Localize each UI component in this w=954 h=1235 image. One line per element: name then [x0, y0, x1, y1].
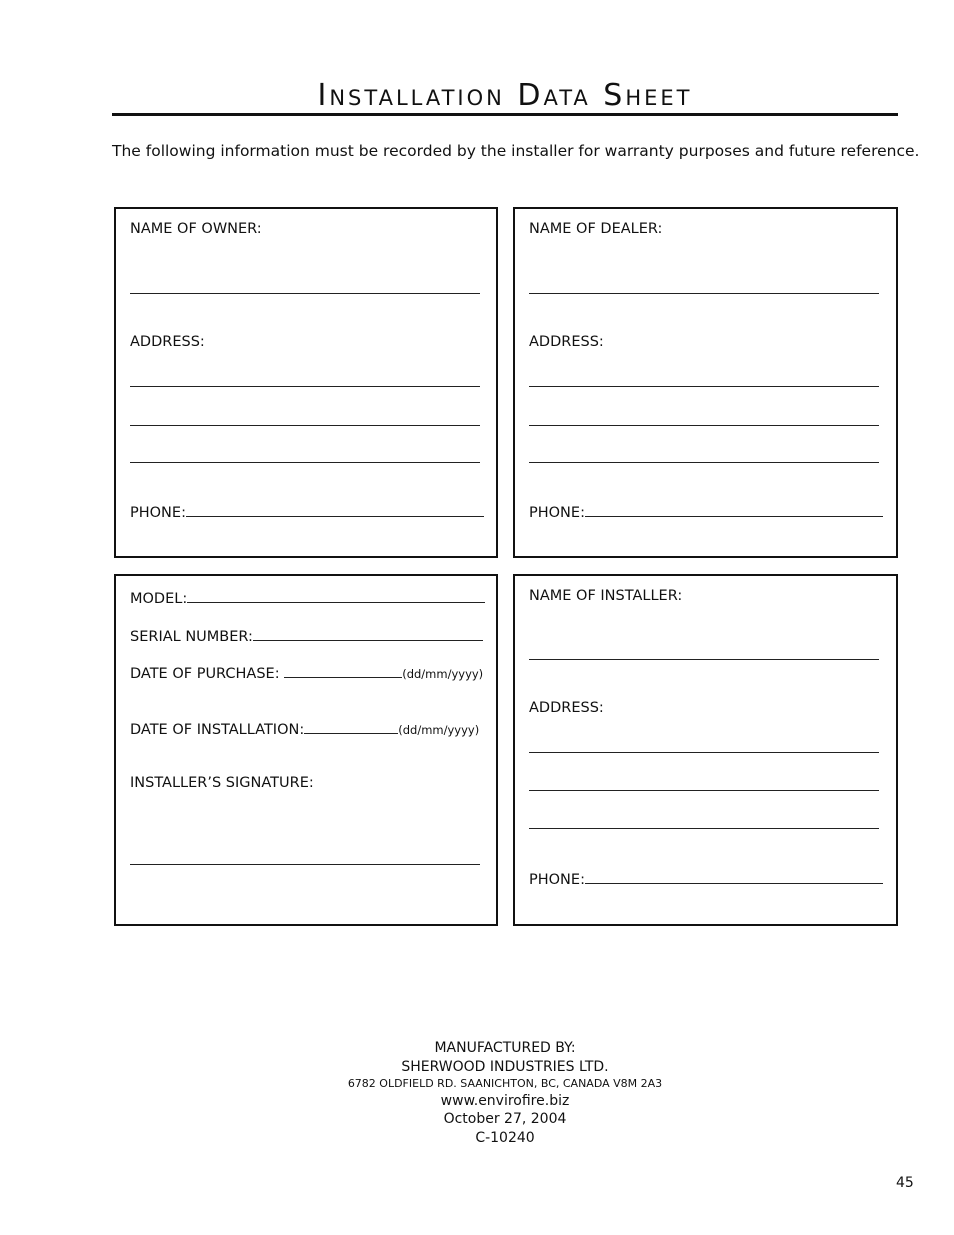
model-row	[130, 588, 485, 607]
installer-address-line-3[interactable]	[529, 828, 879, 829]
dealer-address-label: ADDRESS:	[529, 334, 604, 350]
dealer-phone-field[interactable]	[585, 502, 883, 517]
footer-code: C-10240	[475, 1130, 535, 1146]
footer-company: SHERWOOD INDUSTRIES LTD.	[401, 1059, 609, 1075]
purchase-label: DATE OF PURCHASE:	[130, 666, 285, 682]
model-label: MODEL:	[130, 591, 188, 607]
purchase-date-field[interactable]	[284, 663, 402, 678]
dealer-address-line-3[interactable]	[529, 462, 879, 463]
signature-label: INSTALLER’S SIGNATURE:	[130, 775, 314, 791]
dealer-name-label: NAME OF DEALER:	[529, 221, 663, 237]
dealer-phone-row	[529, 502, 883, 521]
installer-phone-label: PHONE:	[529, 872, 585, 888]
serial-row	[130, 626, 483, 645]
owner-address-line-2[interactable]	[130, 425, 480, 426]
title-rule	[112, 113, 898, 116]
dealer-name-field[interactable]	[529, 293, 879, 294]
installation-row	[130, 719, 479, 738]
installer-address-line-2[interactable]	[529, 790, 879, 791]
installation-label: DATE OF INSTALLATION:	[130, 722, 305, 738]
installer-phone-field[interactable]	[585, 869, 883, 884]
owner-box	[114, 207, 498, 558]
footer-date: October 27, 2004	[443, 1111, 567, 1127]
page-title: Installation Data Sheet	[317, 78, 693, 113]
purchase-row	[130, 663, 483, 682]
page-number: 45	[896, 1175, 914, 1191]
purchase-format: (dd/mm/yyyy)	[402, 667, 484, 681]
owner-phone-label: PHONE:	[130, 505, 186, 521]
model-field[interactable]	[187, 588, 485, 603]
serial-label: SERIAL NUMBER:	[130, 629, 253, 645]
installer-name-label: NAME OF INSTALLER:	[529, 588, 683, 604]
footer-website: www.envirofire.biz	[440, 1093, 570, 1109]
owner-phone-row	[130, 502, 484, 521]
installation-date-field[interactable]	[304, 719, 398, 734]
product-box	[114, 574, 498, 926]
signature-field[interactable]	[130, 864, 480, 865]
installer-box	[513, 574, 898, 926]
serial-field[interactable]	[253, 626, 483, 641]
footer-address: 6782 OLDFIELD RD. SAANICHTON, BC, CANADA V8M 2A3	[347, 1077, 663, 1090]
intro-text: The following information must be recorded by the installer for warranty purposes and future reference.	[112, 142, 920, 160]
owner-phone-field[interactable]	[186, 502, 484, 517]
dealer-box	[513, 207, 898, 558]
dealer-address-line-2[interactable]	[529, 425, 879, 426]
dealer-address-line-1[interactable]	[529, 386, 879, 387]
installer-address-label: ADDRESS:	[529, 700, 604, 716]
footer-manufactured-by: MANUFACTURED BY:	[434, 1040, 576, 1056]
owner-name-label: NAME OF OWNER:	[130, 221, 262, 237]
installation-format: (dd/mm/yyyy)	[398, 723, 480, 737]
owner-address-line-3[interactable]	[130, 462, 480, 463]
owner-address-label: ADDRESS:	[130, 334, 205, 350]
installer-phone-row	[529, 869, 883, 888]
installer-name-field[interactable]	[529, 659, 879, 660]
owner-address-line-1[interactable]	[130, 386, 480, 387]
dealer-phone-label: PHONE:	[529, 505, 585, 521]
installer-address-line-1[interactable]	[529, 752, 879, 753]
owner-name-field[interactable]	[130, 293, 480, 294]
